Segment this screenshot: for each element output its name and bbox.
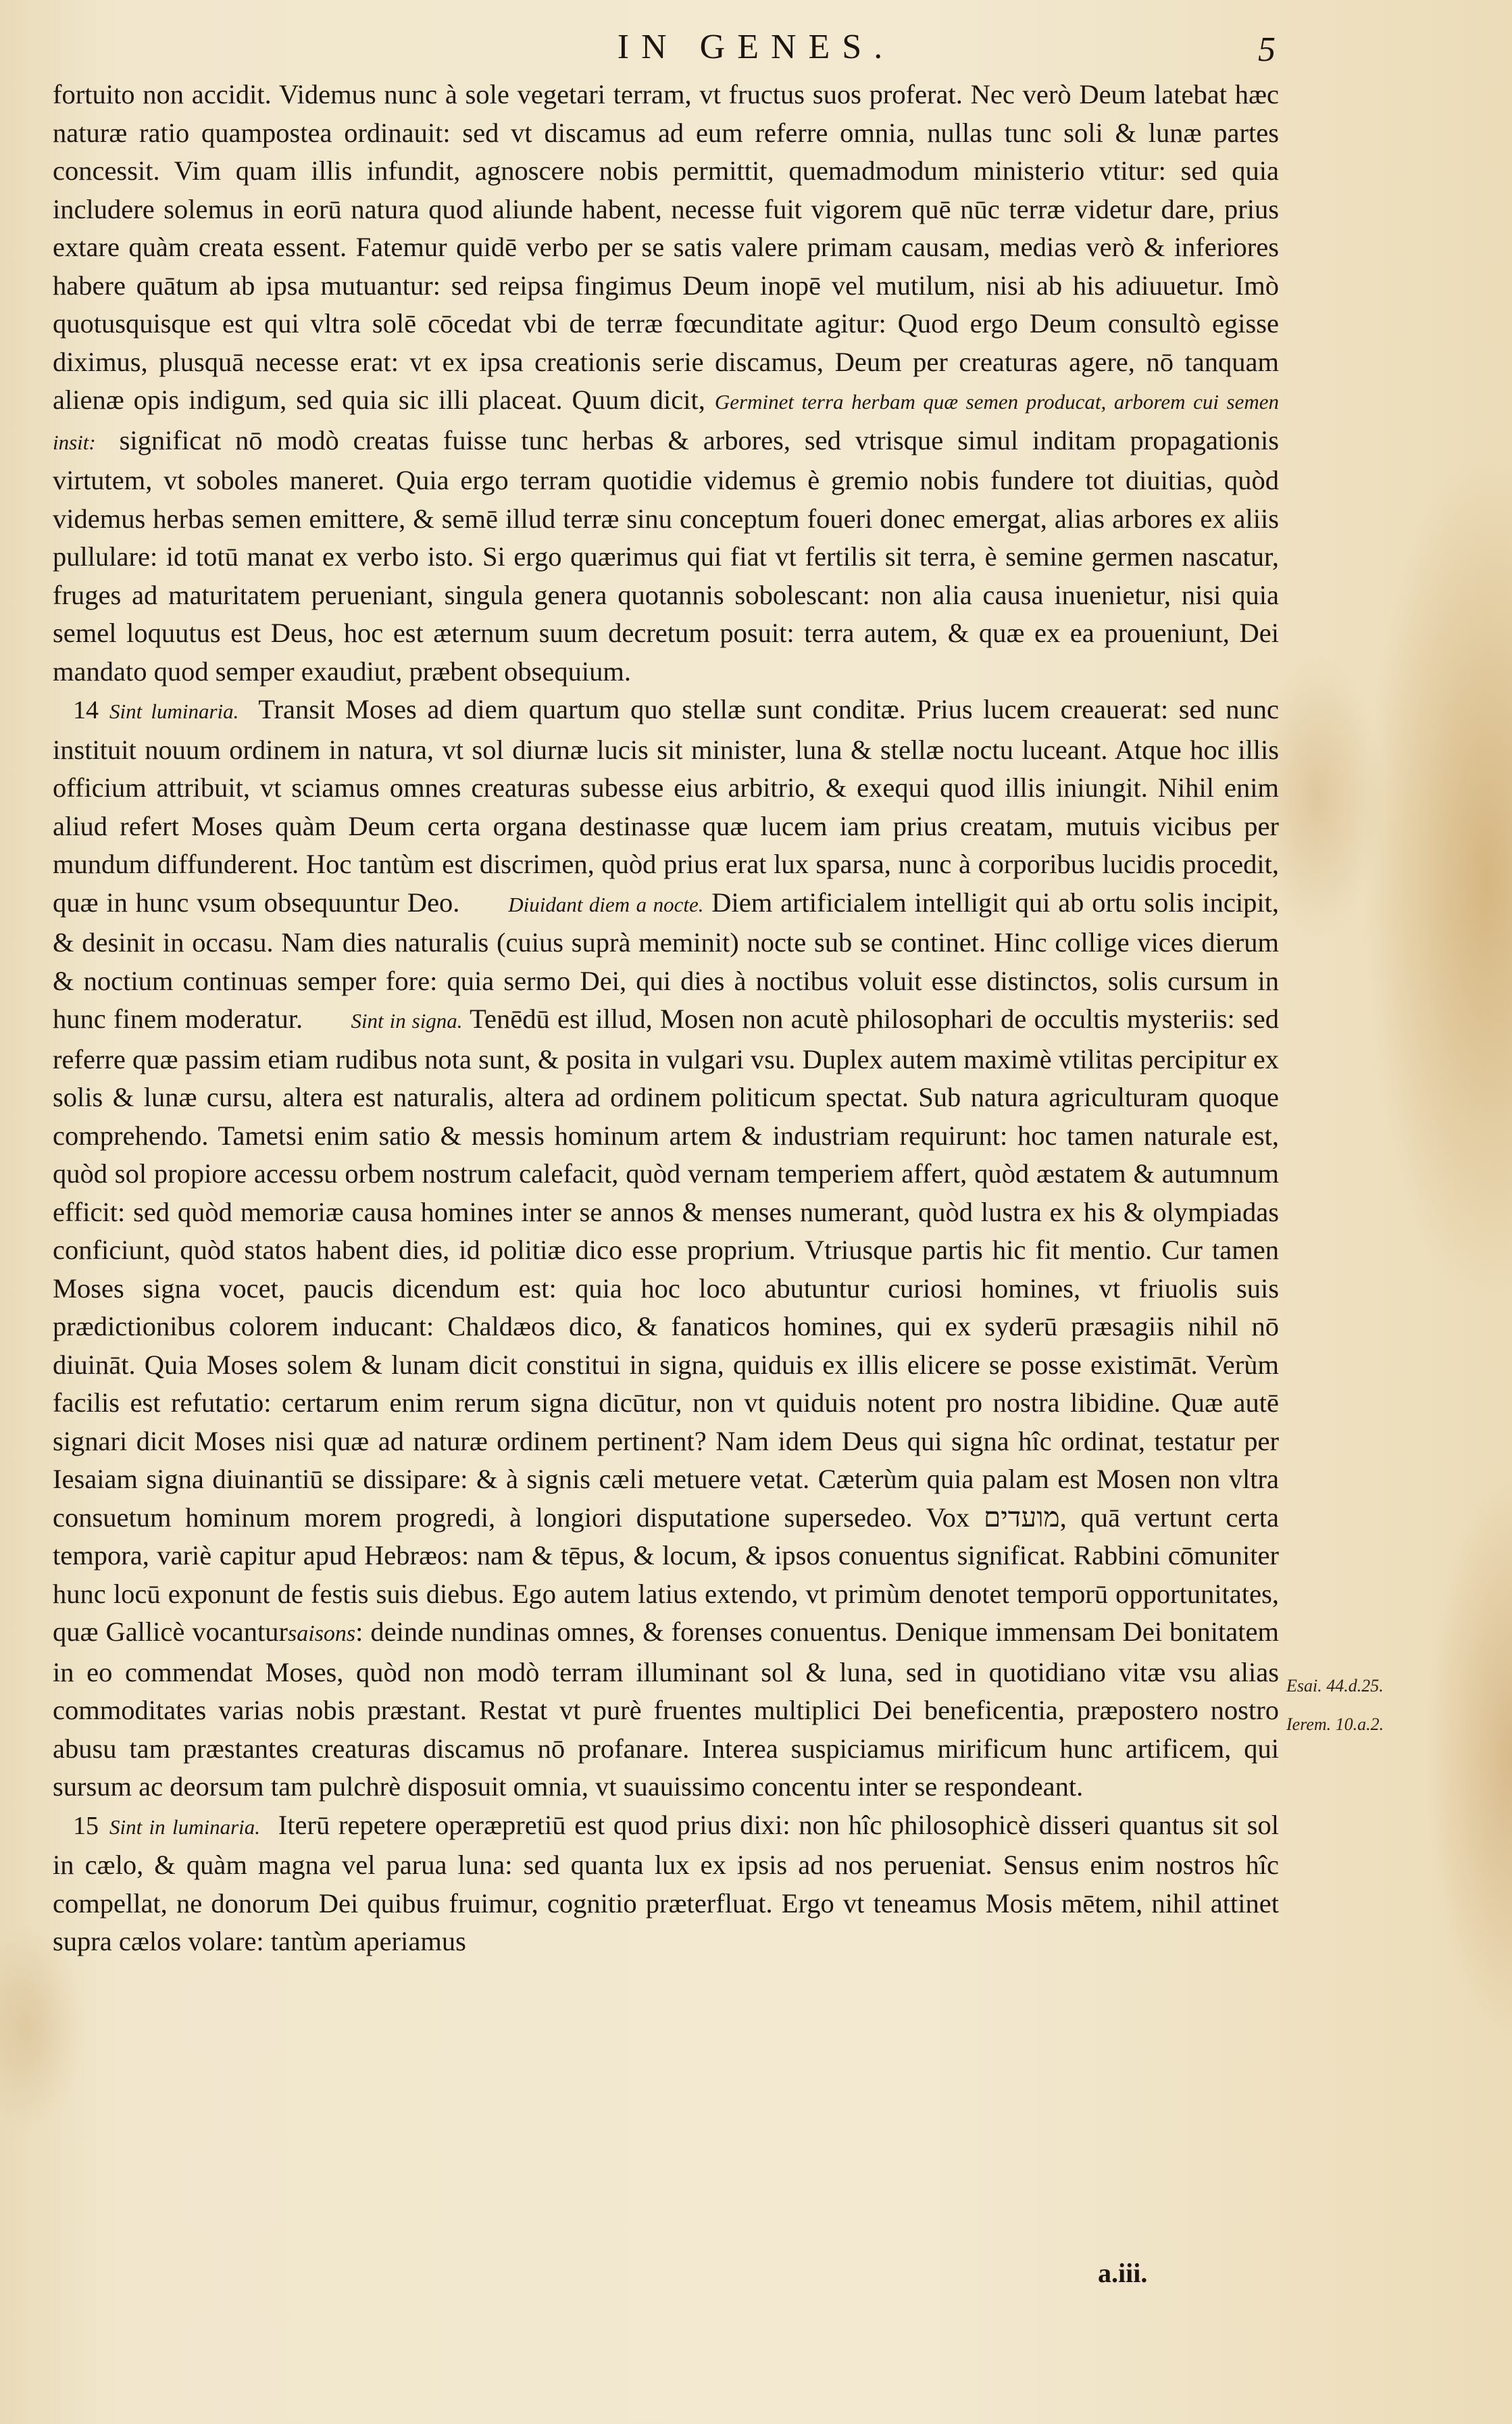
italic-word: saisons — [288, 1621, 356, 1646]
lemma-quote: Sint in luminaria. — [109, 1814, 261, 1839]
signature-mark: a.iii. — [1098, 2258, 1148, 2288]
paragraph-text: fortuito non accidit. Videmus nunc à sole vegetari terram, vt fructus suos proferat. Nec verò Deum latebat hæc naturæ ratio quampostea ordinauit: sed vt discamus ad eum referre omnia, nullas tunc soli & lunæ partes concessit. Vim quam illis infundit, agnoscere nobis permittit, quemadmodum ministerio vtitur: sed quia includere solemus in eorū natura quod aliunde habent, necesse fuit vigorem quē nūc terræ videtur dare, prius extare quàm creata essent. Fatemur quidē verbo per se satis valere primam causam, medias verò & inferiores habere quātum ab ipsa mutuantur: sed reipsa fingimus Deum inopē vel mutilum, nisi ab his adiuuetur. Imò quotusquisque est qui vltra solē cōcedat vbi de terræ fœcunditate agitur: Quod ergo Deum consultò egisse diximus, plusquā necesse erat: vt ex ipsa creationis serie discamus, Deum per creaturas agere, nō tanquam alienæ opis indigum, sed quia sic illi placeat. Quum dicit, — [53, 79, 1279, 415]
paragraph-text-3: Tenēdū est illud, Mosen non acutè philosophari de occultis mysteriis: sed referre quæ passim etiam rudibus nota sunt, & posita in vulgari vsu. Duplex autem maximè vtilitas percipitur ex solis & lunæ cursu, altera est naturalis, altera ad ordinem politicum spectat. Sub natura agriculturam quoque comprehendo. Tametsi enim satio & messis hominum artem & industriam requirunt: hoc tamen naturale est, quòd sol propiore accessu orbem nostrum calefacit, quòd vernam temperiem affert, quòd æstatem & autumnum efficit: sed quòd memoriæ causa homines inter se annos & menses numerant, quòd lustra ex his & olympiadas conficiunt, quòd statos habent dies, id politiæ dico esse proprium. Vtriusque partis hic fit mentio. Cur tamen Moses signa vocet, paucis dicendum est: quia hoc loco abutuntur curiosi homines, vt friuolis suis prædictionibus colorem inducant: Chaldæos dico, & fanaticos homines, qui ex syderū præsagiis nihil nō diuināt. Quia Moses solem & lunam dicit constitui in signa, quiduis ex illis elicere se posse existimāt. Verùm facilis est refutatio: certarum enim rerum signa dicūtur, non vt quiduis notent pro nostra libidine. Quæ autē signari dicit Moses nisi quæ ad naturæ ordinem pertinent? Nam idem Deus qui signa hîc ordinat, testatur per Iesaiam signa diuinantiū se dissipare: & à signis cæli metuere vetat. Cæterùm quia palam est Mosen non vltra consuetum hominum morem progredi, à longiori disputatione supersedeo. Vox מועדים, quā vertunt certa tempora, variè capitur apud Hebræos: nam & tēpus, & locum, & ipsos conuentus significat. Rabbini cōmuniter hunc locū exponunt de festis suis diebus. Ego autem latius extendo, vt primùm denotet temporū opportunitates, quæ Gallicè vocantur — [53, 1004, 1279, 1647]
paragraph-genesis-11 — [53, 76, 1279, 691]
margin-note-esaias: Esai. 44.d.25. — [1286, 1676, 1384, 1696]
body-text — [53, 76, 1279, 1961]
paragraph-verse-15 — [53, 1806, 1279, 1961]
paragraph-text-continued: significat nō modò creatas fuisse tunc herbas & arbores, sed vtrisque simul inditam propagationis virtutem, vt soboles maneret. Quia ergo terram quotidie videmus è gremio nobis fundere tot diuitias, quòd videmus herbas semen emittere, & semē illud terræ sinu conceptum foueri donec emergat, alias arbores ex aliis pullulare: id totū manat ex verbo isto. Si ergo quærimus qui fiat vt fertilis sit terra, è semine germen nascatur, fruges ad maturitatem perueniant, singula genera quotannis sobolescant: non alia causa inuenietur, nisi quia semel loquutus est Deus, hoc est æternum suum decretum posuit: terra autem, & quæ ex ea proueniunt, Dei mandato quod semper exaudiut, præbent obsequium. — [53, 424, 1280, 687]
page-number: 5 — [1258, 30, 1276, 69]
margin-note-ieremias: Ierem. 10.a.2. — [1286, 1714, 1384, 1734]
lemma-quote: Germinet terra herbam quæ semen producat, arborem cui semen insit: — [53, 390, 1280, 454]
paragraph-text: Transit Moses ad diem quartum quo stellæ sunt conditæ. Prius lucem creauerat: sed nunc instituit nouum ordinem in natura, vt sol diurnæ lucis sit minister, luna & stellæ noctu luceant. Atque hoc illis officium attribuit, vt sciamus omnes creaturas subesse eius arbitrio, & exequi quod illis iniungit. Nihil enim aliud refert Moses quàm Deum certa organa destinasse quæ lucem iam prius creatam, mutuis vicibus per mundum diffunderent. Hoc tantùm est discrimen, quòd prius erat lux sparsa, nunc à corporibus lucidis procedit, quæ in hunc vsum obsequuntur Deo. — [53, 694, 1279, 918]
lemma-quote-3: Sint in signa. — [351, 1009, 463, 1033]
verse-number: 14 — [73, 696, 99, 724]
lemma-quote: Sint luminaria. — [109, 699, 239, 723]
paragraph-text-4: : deinde nundinas omnes, & forenses conuentus. Denique immensam Dei bonitatem in eo commendat Moses, quòd non modò terram illuminant sol & luna, sed in quotidiano vitæ vsu alias commoditates varias nobis præstant. Restat vt purè fruentes multiplici Dei beneficentia, præpostero nostro abusu tam præstantes creaturas discamus nō profanare. Interea suspiciamus mirificum hunc artificem, qui sursum ac deorsum tam pulchrè disposuit omnia, vt suauissimo concentu inter se respondeant. — [53, 1616, 1279, 1802]
paragraph-verse-14 — [53, 691, 1279, 1806]
lemma-quote-2: Diuidant diem a nocte. — [508, 892, 704, 916]
paragraph-text-2: Diem artificialem intelligit qui ab ortu solis incipit, & desinit in occasu. Nam dies naturalis (cuius suprà meminit) nocte sub se continet. Hinc collige vices dierum & noctium continuas semper fore: quia sermo Dei, qui dies à noctibus voluit esse distinctos, solis cursum in hunc finem moderatur. — [53, 887, 1279, 1034]
running-head: IN GENES. — [617, 28, 895, 66]
paragraph-text: Iterū repetere operæpretiū est quod prius dixi: non hîc philosophicè disseri quantus sit sol in cælo, & quàm magna vel parua luna: sed quanta lux ex ipsis ad nos perueniat. Sensus enim nostros hîc compellat, ne donorum Dei quibus fruimur, cognitio præterfluat. Ergo vt teneamus Mosis mētem, nihil attinet supra cælos volare: tantùm aperiamus — [53, 1809, 1279, 1956]
verse-number: 15 — [73, 1811, 99, 1840]
page-header — [0, 27, 1512, 74]
